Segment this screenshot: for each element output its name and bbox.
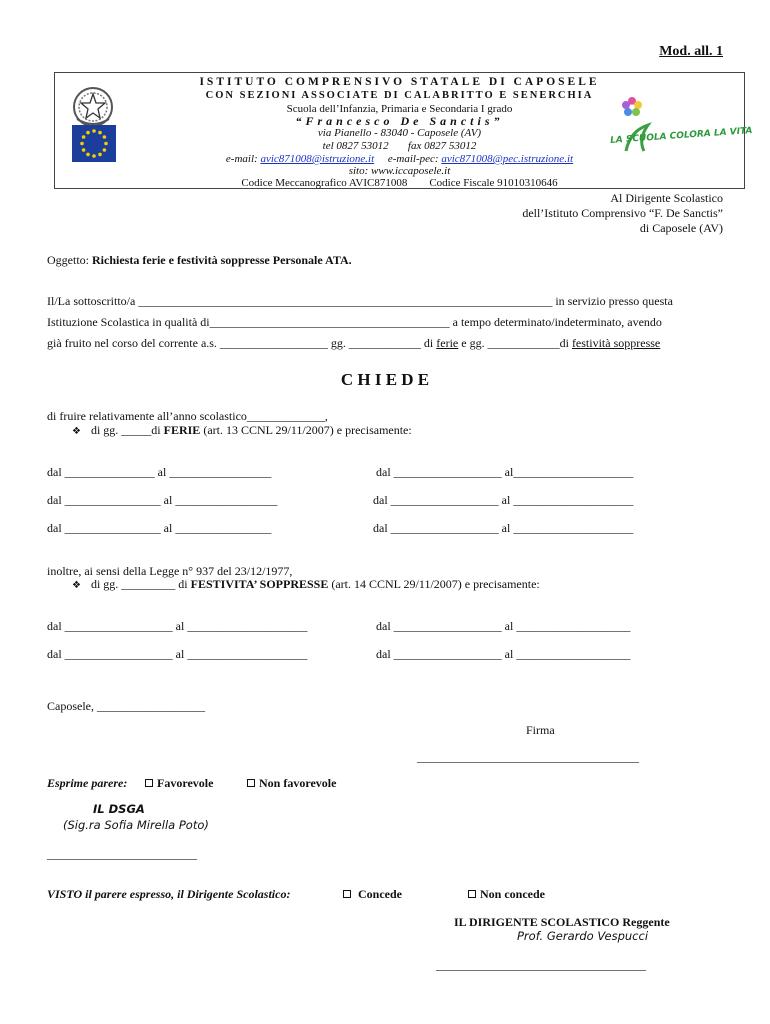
- recipient-line2: dell’Istituto Comprensivo “F. De Sanctis”: [522, 206, 723, 220]
- festivita-bullet: [72, 577, 540, 592]
- checkbox-icon: [468, 890, 476, 898]
- dirigente-name: Prof. Gerardo Vespucci: [517, 929, 649, 943]
- school-address: via Pianello - 83040 - Caposele (AV): [317, 127, 482, 139]
- body-line3: [47, 336, 660, 351]
- school-line2: CON SEZIONI ASSOCIATE DI CALABRITTO E SENERCHIA: [205, 90, 594, 101]
- letterhead: [54, 72, 753, 189]
- school-codes: [55, 177, 744, 189]
- festivita-row2-left: dal __________________ al ____________________: [47, 647, 308, 661]
- place-date: Caposele, __________________: [47, 699, 205, 713]
- codice-fisc: Codice Fiscale 91010310646: [429, 177, 558, 189]
- dsga-name: (Sig.ra Sofia Mirella Poto): [63, 818, 209, 832]
- tel-text: tel 0827 53012: [322, 140, 389, 152]
- body-line3-a: già fruito nel corso del corrente a.s. __________________ gg. ____________ di: [47, 336, 437, 350]
- ferie-bullet: [72, 423, 412, 438]
- body-line1: Il/La sottoscritto/a _____________________________________________________________________ in servizio presso questa: [47, 294, 673, 308]
- ferie-bullet-a: di gg. _____di: [90, 423, 164, 437]
- festivita-row2-right: dal __________________ al ___________________: [376, 647, 631, 661]
- festivita-bullet-b: (art. 14 CCNL 29/11/2007) e precisamente:: [328, 577, 540, 591]
- pec-link[interactable]: avic871008@pec.istruzione.it: [441, 153, 574, 165]
- email-label: e-mail:: [225, 153, 258, 165]
- festivita-bullet-a: di gg. _________ di: [90, 577, 191, 591]
- festivita-row1-right: dal __________________ al ___________________: [376, 619, 631, 633]
- parere-non-favorevole[interactable]: [247, 776, 336, 791]
- ferie-row2-right: dal __________________ al ____________________: [373, 493, 634, 507]
- ferie-bullet-b: (art. 13 CCNL 29/11/2007) e precisamente:: [200, 423, 412, 437]
- dsga-title: IL DSGA: [93, 802, 145, 816]
- ferie-intro: di fruire relativamente all’anno scolastico_____________,: [47, 409, 328, 423]
- school-site: sito: www.iccaposele.it: [348, 165, 451, 177]
- diamond-bullet-icon: ❖: [72, 426, 81, 437]
- school-line1: ISTITUTO COMPRENSIVO STATALE DI CAPOSELE: [199, 76, 600, 88]
- visto-label: VISTO il parere espresso, il Dirigente Scolastico:: [47, 887, 291, 901]
- parere-favorevole-label: Favorevole: [157, 776, 214, 790]
- ferie-row2-left: dal ________________ al _________________: [47, 493, 278, 507]
- codice-mecc: Codice Meccanografico AVIC871008: [241, 177, 408, 189]
- fax-text: fax 0827 53012: [407, 140, 477, 152]
- dirigente-title: IL DIRIGENTE SCOLASTICO Reggente: [454, 915, 670, 929]
- parere-label: Esprime parere:: [47, 776, 128, 790]
- body-ferie: ferie: [436, 336, 459, 350]
- visto-non-concede[interactable]: [468, 887, 545, 902]
- visto-non-concede-label: Non concede: [480, 887, 545, 901]
- ferie-bullet-bold: FERIE: [163, 423, 201, 437]
- subject-label: Oggetto:: [47, 253, 89, 267]
- mod-label: Mod. all. 1: [659, 44, 723, 59]
- ferie-row1-left: dal _______________ al _________________: [47, 465, 272, 479]
- festivita-row1-left: dal __________________ al ____________________: [47, 619, 308, 633]
- festivita-intro: inoltre, ai sensi della Legge n° 937 del 23/12/1977,: [47, 564, 293, 578]
- checkbox-icon: [145, 779, 153, 787]
- body-festivita: festività soppresse: [571, 336, 661, 350]
- school-line3: Scuola dell’Infanzia, Primaria e Secondaria I grado: [286, 103, 513, 115]
- parere-favorevole[interactable]: [145, 776, 213, 791]
- firma-line: _____________________________________: [417, 750, 639, 764]
- dirigente-signature-line: ___________________________________: [436, 958, 646, 972]
- visto-concede-label: Concede: [358, 887, 402, 901]
- flower-icon: [608, 95, 743, 155]
- visto-concede[interactable]: [343, 887, 402, 902]
- school-name: “Francesco De Sanctis”: [295, 114, 504, 128]
- body-line3-b: e gg. ____________di: [458, 336, 572, 350]
- pec-label: e-mail-pec:: [387, 153, 439, 165]
- subject-text: Richiesta ferie e festività soppresse Personale ATA.: [92, 253, 352, 267]
- festivita-bullet-bold: FESTIVITA’ SOPPRESSE: [190, 577, 329, 591]
- recipient-line3: di Caposele (AV): [639, 221, 723, 235]
- diamond-bullet-icon: ❖: [72, 580, 81, 591]
- subject: [47, 253, 352, 268]
- ferie-row3-left: dal ________________ al ________________: [47, 521, 272, 535]
- school-logo: [608, 95, 753, 155]
- firma-label: Firma: [526, 723, 555, 737]
- checkbox-icon: [343, 890, 351, 898]
- chiede-heading: C H I E D E: [340, 370, 430, 389]
- ferie-row3-right: dal __________________ al ____________________: [373, 521, 634, 535]
- ferie-row1-right: dal __________________ al____________________: [376, 465, 634, 479]
- dsga-signature-line: _________________________: [47, 847, 197, 861]
- checkbox-icon: [247, 779, 255, 787]
- body-line2: Istituzione Scolastica in qualità di________________________________________ a tempo determinato/indeterminato, avendo: [47, 315, 662, 329]
- email-link[interactable]: avic871008@istruzione.it: [260, 153, 375, 165]
- recipient: [522, 191, 723, 236]
- recipient-line1: Al Dirigente Scolastico: [610, 191, 723, 205]
- parere-non-favorevole-label: Non favorevole: [259, 776, 337, 790]
- logo-text: LA SCUOLA COLORA LA VITA: [609, 126, 753, 146]
